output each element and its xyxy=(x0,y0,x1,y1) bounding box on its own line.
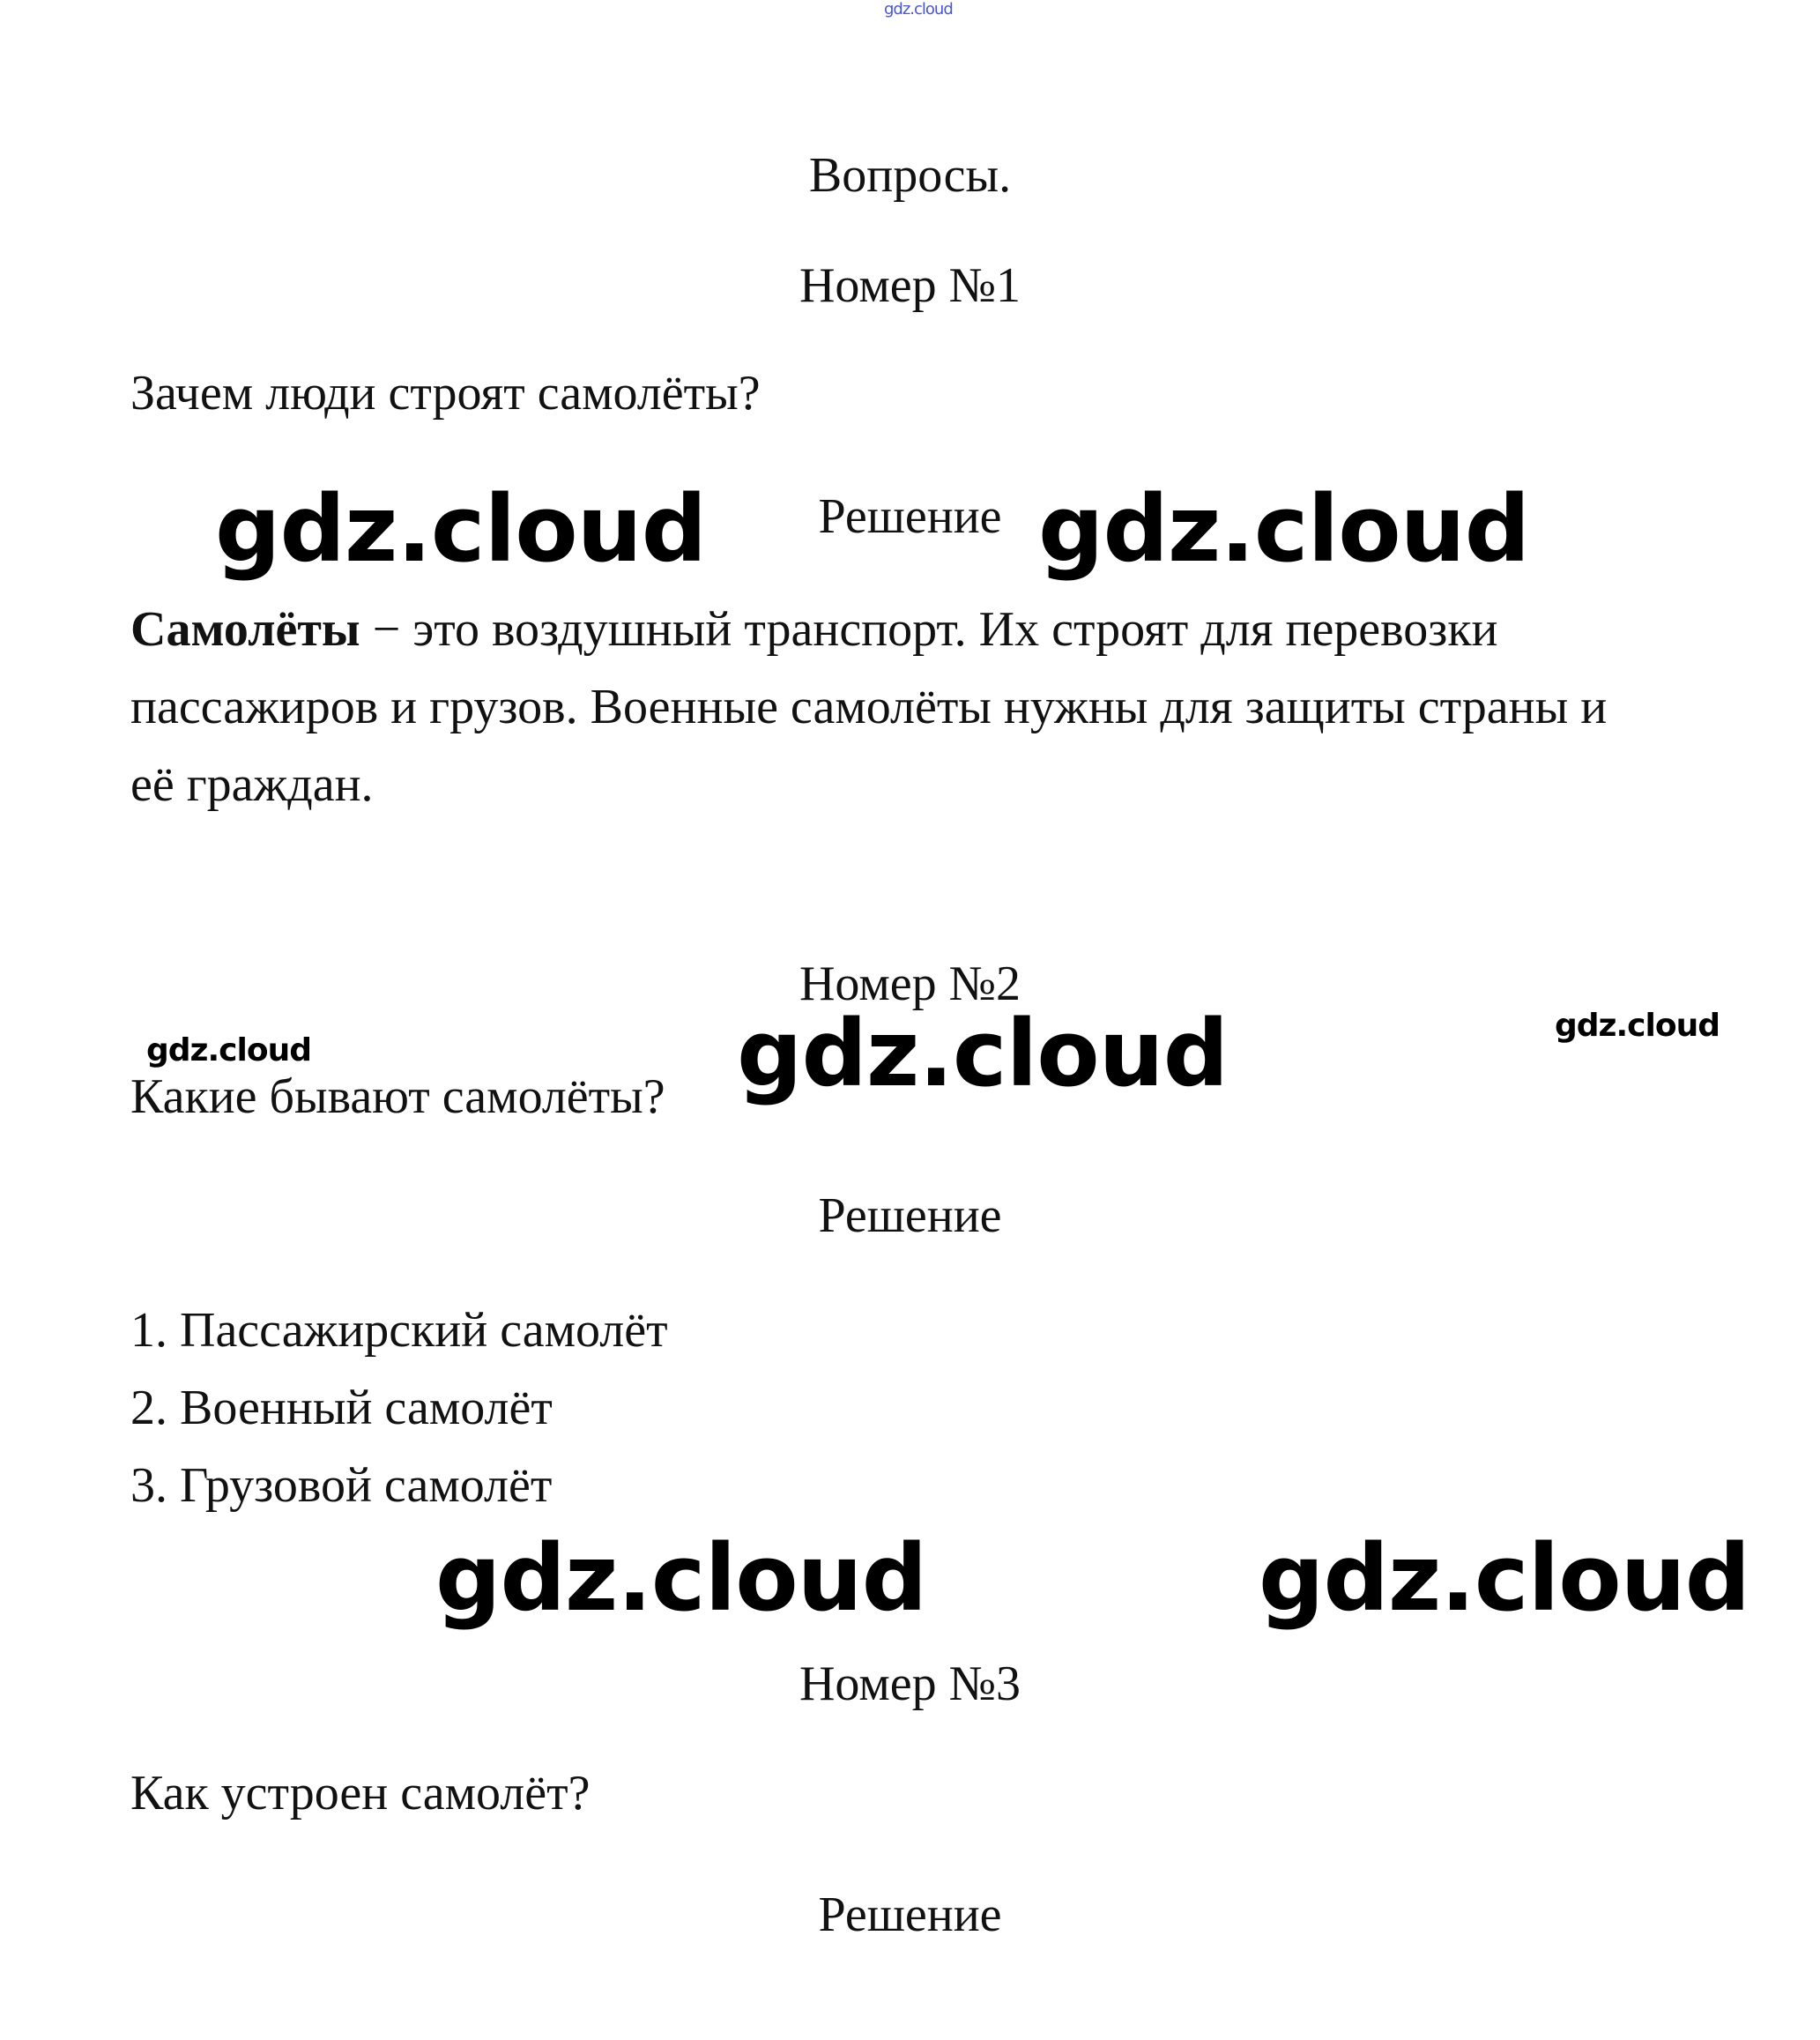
question-3-number: Номер №3 xyxy=(799,1657,1021,1711)
watermark-1: gdz.cloud xyxy=(215,475,707,583)
answer-line-1-text: это воздушный транспорт. Их строят для перевозки xyxy=(412,602,1498,657)
question-3-text: Как устроен самолёт? xyxy=(130,1766,591,1820)
answer-line-3: её граждан. xyxy=(130,757,374,812)
question-2-number: Номер №2 xyxy=(799,957,1021,1011)
question-2-text: Какие бывают самолёты? xyxy=(130,1069,665,1124)
answer-dash: − xyxy=(360,602,413,657)
question-3-solution-label: Решение xyxy=(818,1887,1002,1942)
answer-line-2: пассажиров и грузов. Военные самолёты нужны для защиты страны и xyxy=(130,680,1608,734)
list-item: 1. Пассажирский самолёт xyxy=(130,1303,668,1358)
watermark-3: gdz.cloud xyxy=(1555,1008,1720,1044)
question-1-answer xyxy=(130,591,1717,823)
watermark-2: gdz.cloud xyxy=(1038,475,1530,583)
question-2-solution-label: Решение xyxy=(818,1188,1002,1243)
page-title: Вопросы. xyxy=(808,148,1012,203)
question-1-text: Зачем люди строят самолёты? xyxy=(130,366,761,421)
question-2-answer-list xyxy=(130,1292,668,1524)
answer-line-1 xyxy=(130,591,1717,668)
watermark-7: gdz.cloud xyxy=(1259,1524,1750,1632)
list-item: 3. Грузовой самолёт xyxy=(130,1458,553,1513)
answer-term: Самолёты xyxy=(130,602,360,657)
question-1-solution-label: Решение xyxy=(818,489,1002,544)
watermark-top: gdz.cloud xyxy=(884,0,953,19)
watermark-4: gdz.cloud xyxy=(146,1032,311,1068)
question-1-number: Номер №1 xyxy=(799,258,1021,313)
list-item: 2. Военный самолёт xyxy=(130,1381,553,1435)
watermark-5: gdz.cloud xyxy=(737,1000,1229,1107)
watermark-6: gdz.cloud xyxy=(435,1524,927,1632)
